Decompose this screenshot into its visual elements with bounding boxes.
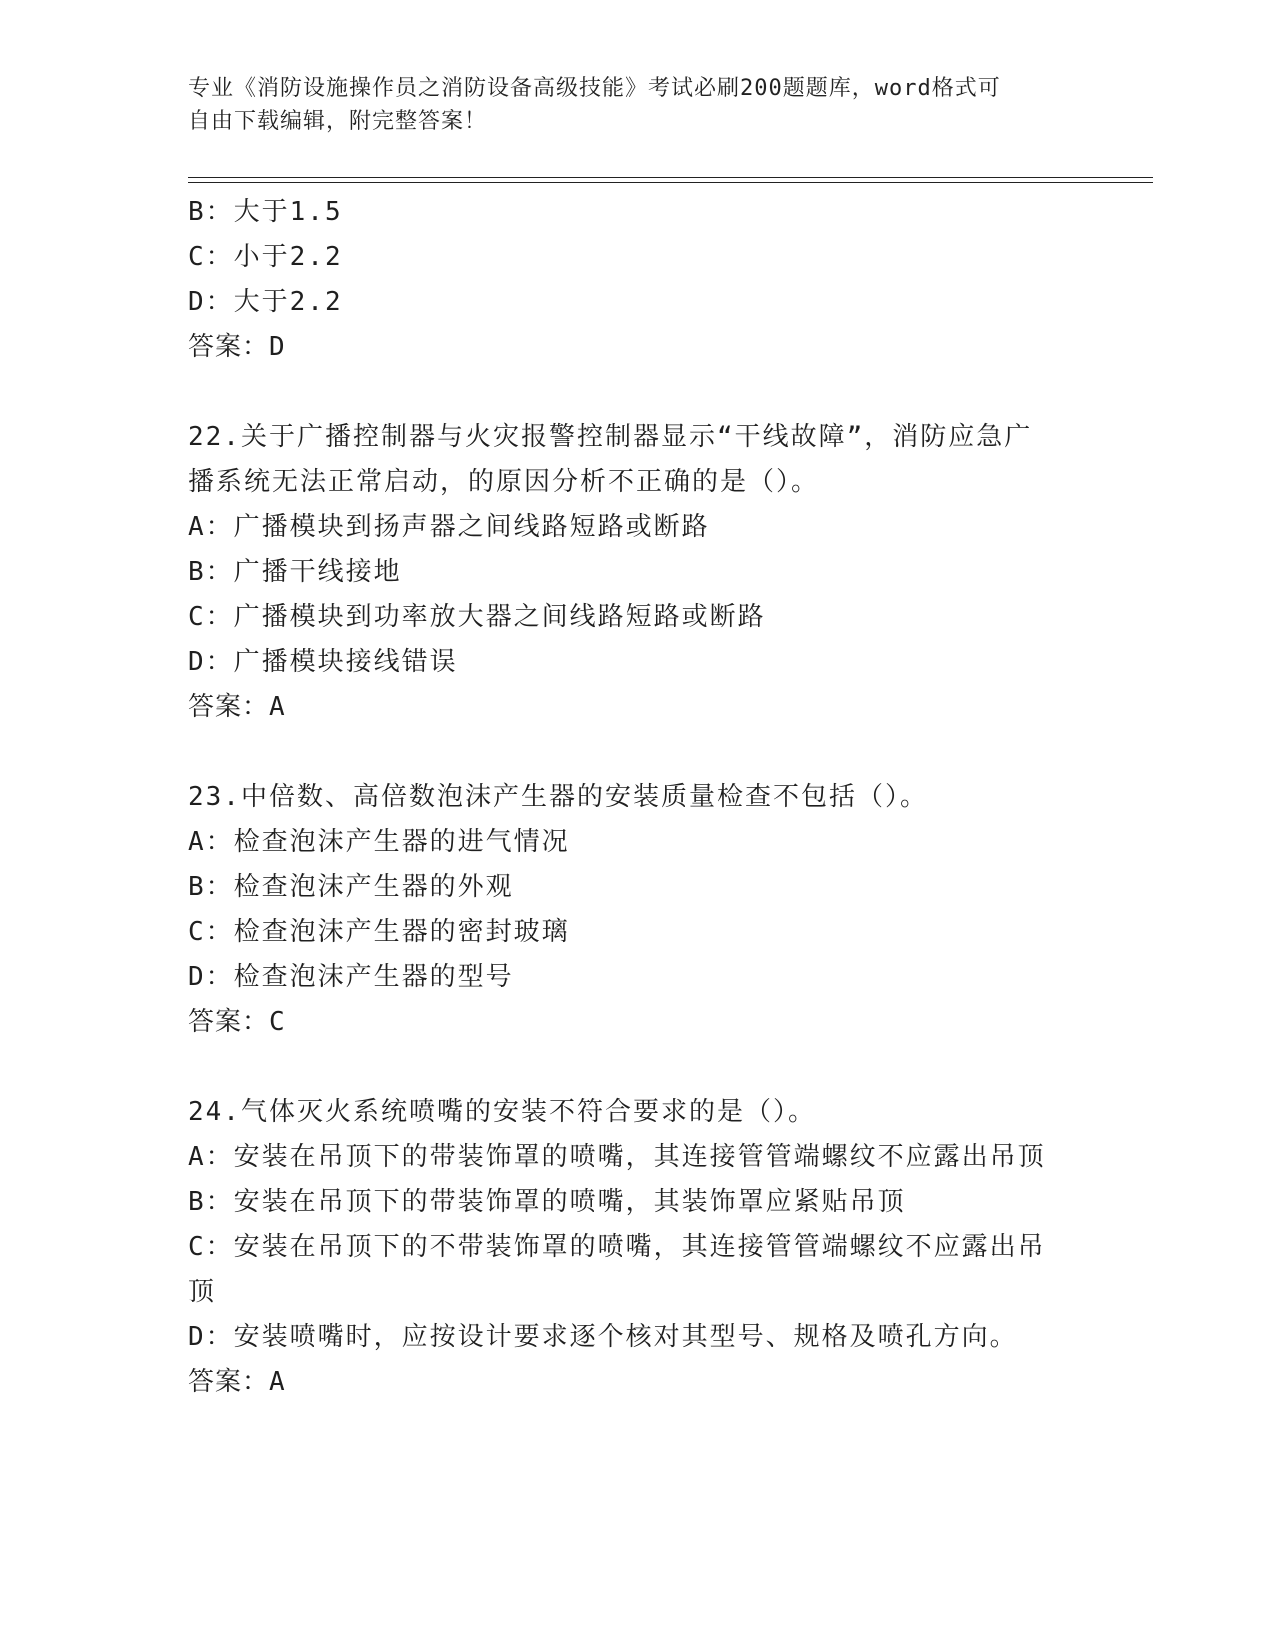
q22-answer: 答案：A (188, 692, 286, 722)
spacer (188, 370, 1108, 415)
question-21-tail (188, 190, 1108, 370)
q23-option-b: B：检查泡沫产生器的外观 (188, 872, 514, 902)
question-content (188, 190, 1108, 1405)
q24-answer: 答案：A (188, 1367, 286, 1397)
question-23 (188, 775, 1108, 1045)
header-divider-bottom (188, 182, 1153, 183)
q23-option-c: C：检查泡沫产生器的密封玻璃 (188, 917, 570, 947)
q22-option-c: C：广播模块到功率放大器之间线路短路或断路 (188, 602, 766, 632)
q22-option-a: A：广播模块到扬声器之间线路短路或断路 (188, 512, 710, 542)
header-line-1: 专业《消防设施操作员之消防设备高级技能》考试必刷200题题库，word格式可 (188, 76, 1001, 101)
q23-option-a: A：检查泡沫产生器的进气情况 (188, 827, 570, 857)
header-line-2: 自由下载编辑，附完整答案！ (188, 109, 488, 134)
q23-answer: 答案：C (188, 1007, 286, 1037)
document-header (188, 72, 1088, 138)
q21-option-b: B：大于1.5 (188, 197, 343, 227)
q23-stem: 23.中倍数、高倍数泡沫产生器的安装质量检查不包括（）。 (188, 782, 928, 812)
q22-stem-line-2: 播系统无法正常启动，的原因分析不正确的是（）。 (188, 467, 820, 497)
q22-option-d: D：广播模块接线错误 (188, 647, 458, 677)
q24-stem: 24.气体灭火系统喷嘴的安装不符合要求的是（）。 (188, 1097, 816, 1127)
q23-option-d: D：检查泡沫产生器的型号 (188, 962, 514, 992)
q22-option-b: B：广播干线接地 (188, 557, 402, 587)
q24-option-a: A：安装在吊顶下的带装饰罩的喷嘴，其连接管管端螺纹不应露出吊顶 (188, 1142, 1046, 1172)
q21-answer: 答案：D (188, 332, 286, 362)
question-24 (188, 1090, 1108, 1405)
spacer (188, 730, 1108, 775)
q24-option-c-line-1: C：安装在吊顶下的不带装饰罩的喷嘴，其连接管管端螺纹不应露出吊 (188, 1232, 1046, 1262)
q22-stem-line-1: 22.关于广播控制器与火灾报警控制器显示“干线故障”，消防应急广 (188, 422, 1033, 452)
q24-option-d: D：安装喷嘴时，应按设计要求逐个核对其型号、规格及喷孔方向。 (188, 1322, 1018, 1352)
q21-option-d: D：大于2.2 (188, 287, 343, 317)
q24-option-c-line-2: 顶 (188, 1277, 217, 1307)
q24-option-b: B：安装在吊顶下的带装饰罩的喷嘴，其装饰罩应紧贴吊顶 (188, 1187, 906, 1217)
header-divider-top (188, 177, 1153, 178)
question-22 (188, 415, 1108, 730)
spacer (188, 1045, 1108, 1090)
q21-option-c: C：小于2.2 (188, 242, 343, 272)
